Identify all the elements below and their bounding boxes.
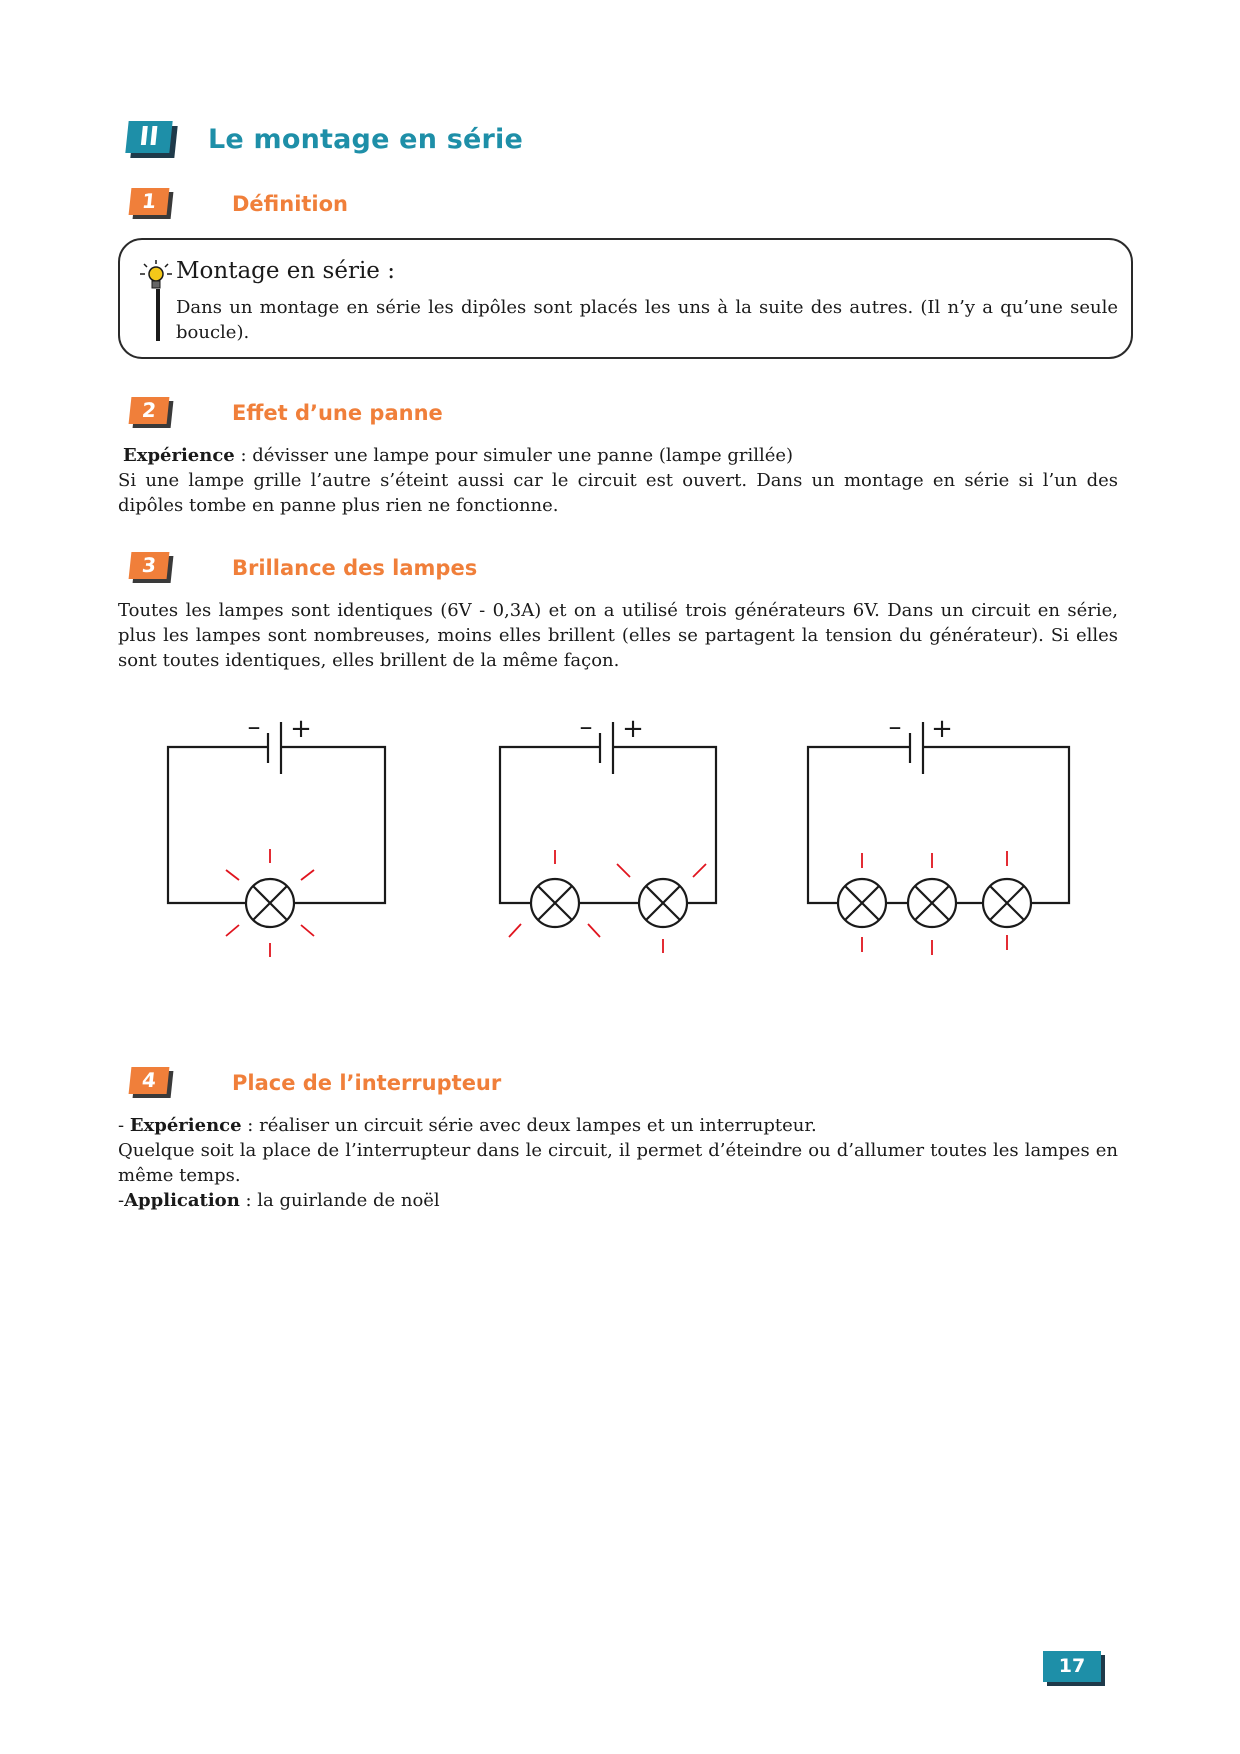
panne-text: Si une lampe grille l’autre s’éteint aussi car le circuit est ouvert. Dans un montage en série si l’un des dipôles tombe en panne plus rien ne fonctionne. xyxy=(118,470,1118,516)
subsection-2-title: Effet d’une panne xyxy=(232,401,443,425)
circuit-two-lamps xyxy=(500,722,716,927)
subsection-4-badge xyxy=(130,1067,170,1095)
interrupteur-paragraph xyxy=(118,1113,1118,1213)
plus-sign-2: + xyxy=(622,714,644,744)
definition-text: Dans un montage en série les dipôles sont placés les uns à la suite des autres. (Il n’y a qu’une seule boucle). xyxy=(176,297,1118,343)
interrupteur-exp-prefix: - xyxy=(118,1115,130,1136)
subsection-3-number: 3 xyxy=(129,552,170,579)
application-label: Application xyxy=(124,1190,240,1211)
panne-exp-label: Expérience xyxy=(123,445,235,466)
light-rays-2 xyxy=(509,850,706,953)
subsection-1-badge xyxy=(130,188,170,216)
application-text: : la guirlande de noël xyxy=(239,1190,440,1211)
section-number-badge xyxy=(127,121,175,155)
application-prefix: - xyxy=(118,1190,125,1211)
lightbulb-icon xyxy=(138,258,174,292)
interrupteur-exp-text: : réaliser un circuit série avec deux lampes et un interrupteur. xyxy=(241,1115,817,1136)
light-rays-3 xyxy=(862,851,1007,955)
section-number: II xyxy=(125,121,172,153)
subsection-4-title: Place de l’interrupteur xyxy=(232,1071,502,1095)
subsection-2-number: 2 xyxy=(129,397,170,424)
interrupteur-text: Quelque soit la place de l’interrupteur dans le circuit, il permet d’éteindre ou d’allumer toutes les lampes en même temps. xyxy=(118,1140,1118,1186)
panne-exp-text: : dévisser une lampe pour simuler une panne (lampe grillée) xyxy=(234,445,794,466)
subsection-1-number: 1 xyxy=(129,188,170,215)
minus-sign-2: – xyxy=(579,712,593,742)
circuit-three-lamps xyxy=(808,722,1069,927)
subsection-4-number: 4 xyxy=(129,1067,170,1094)
circuit-diagrams xyxy=(0,700,1240,970)
minus-sign-1: – xyxy=(247,712,261,742)
page-number-badge xyxy=(1043,1651,1105,1685)
definition-title: Montage en série : xyxy=(176,258,395,284)
panne-paragraph xyxy=(118,443,1118,518)
page-number: 17 xyxy=(1043,1651,1101,1682)
minus-sign-3: – xyxy=(888,712,902,742)
plus-sign-3: + xyxy=(931,714,953,744)
section-title: Le montage en série xyxy=(208,124,523,155)
subsection-3-badge xyxy=(130,552,170,580)
circuit-one-lamp xyxy=(168,722,385,927)
subsection-3-title: Brillance des lampes xyxy=(232,556,478,580)
definition-bar xyxy=(156,289,160,341)
plus-sign-1: + xyxy=(290,714,312,744)
interrupteur-exp-label: Expérience xyxy=(129,1115,242,1136)
subsection-1-title: Définition xyxy=(232,192,349,216)
brillance-paragraph: Toutes les lampes sont identiques (6V - 0,3A) et on a utilisé trois générateurs 6V. Dans un circuit en série, plus les lampes sont nombreuses, moins elles brillent (elles se partagent la tension du générateur). Si elles sont toutes identiques, elles brillent de la même façon. xyxy=(118,600,1118,671)
subsection-2-badge xyxy=(130,397,170,425)
